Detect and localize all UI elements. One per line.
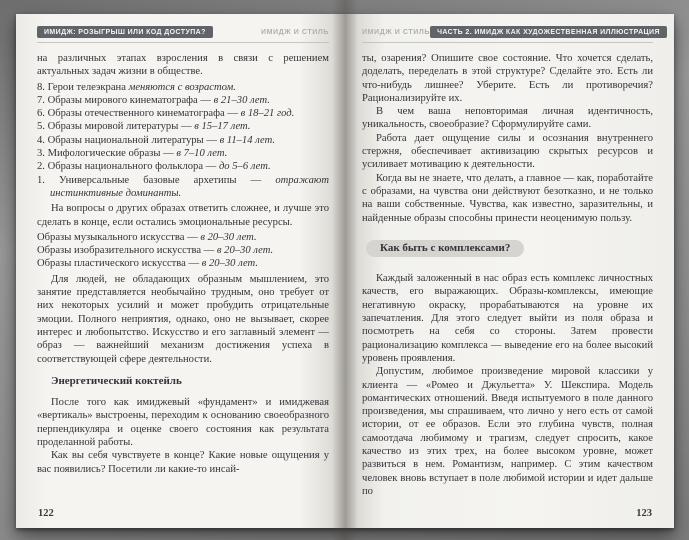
book-title-runhead: ИМИДЖ И СТИЛЬ: [362, 28, 431, 36]
left-page: [16, 14, 345, 528]
numbered-list-item: 1. Универсальные базовые архетипы — отражают инстинктивные доминанты.: [37, 174, 329, 199]
page-number: 122: [38, 508, 54, 519]
paragraph: ты, озарения? Опишите свое состояние. Что хочется сделать, доделать, переделать в этой структуре? Сделайте это. Есть ли что-нибудь лишнее? Уберите. Есть ли противоречия? Рационализируйте их.: [362, 53, 653, 104]
numbered-list-item: 7. Образы мирового кинематографа — в 21–30 лет.: [37, 94, 270, 106]
right-running-head: [362, 26, 660, 43]
right-page-body: [362, 52, 653, 498]
paragraph: Допустим, любимое произведение мировой классики у клиента — «Ромео и Джульетта» У. Шекспира. Модель романтических отношений. Введя испытуемого в поле данного произведения, мы спрашиваем, что лично у него есть от самой истории, от ее образов. Если это глубина чувств, полная самоотдача любимому и трагизм, следует спросить, какое качество из этих трех, на более высоком уровне, может развиться в нем. Романтизм, например. С этим качеством человек вновь вступает в поле любимой истории и идет дальше по: [362, 366, 653, 497]
paragraph: Как вы себя чувствуете в конце? Какие новые ощущения у вас появились? Посетили ли какие-то инсай-: [37, 450, 329, 475]
book-title-runhead: ИМИДЖ И СТИЛЬ: [260, 28, 329, 36]
paragraph: В чем ваша неповторимая личная идентичность, уникальность, своеобразие? Сформулируйте сами.: [362, 106, 653, 131]
arts-list-item: Образы изобразительного искусства — в 20–30 лет.: [37, 245, 274, 257]
section-heading: Энергетический коктейль: [51, 374, 182, 387]
open-book: [16, 14, 674, 528]
arts-list-item: Образы музыкального искусства — в 20–30 лет.: [37, 231, 257, 243]
right-page: [345, 14, 674, 528]
arts-list: [37, 231, 329, 271]
left-page-body: [37, 52, 329, 476]
numbered-list: [37, 81, 329, 201]
numbered-list-item: 6. Образы отечественного кинематографа — в 18–21 год.: [37, 108, 295, 120]
paragraph: на различных этапах взросления в связи с решением актуальных задач жизни в обществе.: [37, 53, 329, 78]
arts-list-item: Образы пластического искусства — в 20–30 лет.: [37, 258, 258, 270]
section-heading-row: [362, 231, 653, 265]
page-number: 123: [636, 508, 652, 519]
section-title-badge: ИМИДЖ: РОЗЫГРЫШ ИЛИ КОД ДОСТУПА?: [37, 26, 213, 38]
numbered-list-item: 5. Образы мировой литературы — в 15–17 лет.: [37, 121, 251, 133]
paragraph: Каждый заложенный в нас образ есть комплекс личностных качеств, его выражающих. Образы-комплексы, имеющие негативную окраску, прорабатываются на уровне их запечатления. Для этого следует выйти из поля образа и посмотреть на себя со стороны. Затем провести рационализацию комплекса — выведение его на более высокий уровень проявления.: [362, 273, 653, 364]
paragraph: Когда вы не знаете, что делать, а главное — как, поработайте с образами, на чувства они действуют безотказно, и не только на ваши собственные. Чувства, как известно, заразительны, и найденные образы способны принести неоценимую пользу.: [362, 172, 653, 224]
numbered-list-item: 3. Мифологические образы — в 7–10 лет.: [37, 148, 228, 160]
paragraph: На вопросы о других образах ответить сложнее, и лучше это сделать в конце, если остались эмоциональные ресурсы.: [37, 203, 329, 228]
chapter-title-badge: ЧАСТЬ 2. ИМИДЖ КАК ХУДОЖЕСТВЕННАЯ ИЛЛЮСТРАЦИЯ: [430, 26, 667, 38]
numbered-list-item: 8. Герои телеэкрана меняются с возрастом.: [37, 81, 236, 93]
paragraph: Для людей, не обладающих образным мышлением, это занятие представляется необычайно трудным, оно требует от них некоторых усилий и может пробудить отрицательные эмоции. Полного неприятия, однако, оно не вызывает, скорее интерес и любопытство. Искусство и его заглавный элемент — образ — важнейший механизм достижения успеха в соответствующей сфере деятельности.: [37, 273, 329, 365]
numbered-list-item: 2. Образы национального фольклора — до 5–6 лет.: [37, 161, 271, 173]
section-heading: Как быть с комплексами?: [366, 240, 524, 257]
left-running-head: [37, 26, 329, 43]
paragraph: Работа дает ощущение силы и осознания внутреннего стержня, обеспечивает активизацию скрытых ресурсов и усиливает мотивацию к деятельности.: [362, 132, 653, 171]
paragraph: После того как имиджевый «фундамент» и имиджевая «вертикаль» выстроены, переходим к основанию своеобразного перпендикуляра и оценке своего состояния как результата проделанной работы.: [37, 397, 329, 449]
numbered-list-item: 4. Образы национальной литературы — в 11–14 лет.: [37, 134, 276, 146]
